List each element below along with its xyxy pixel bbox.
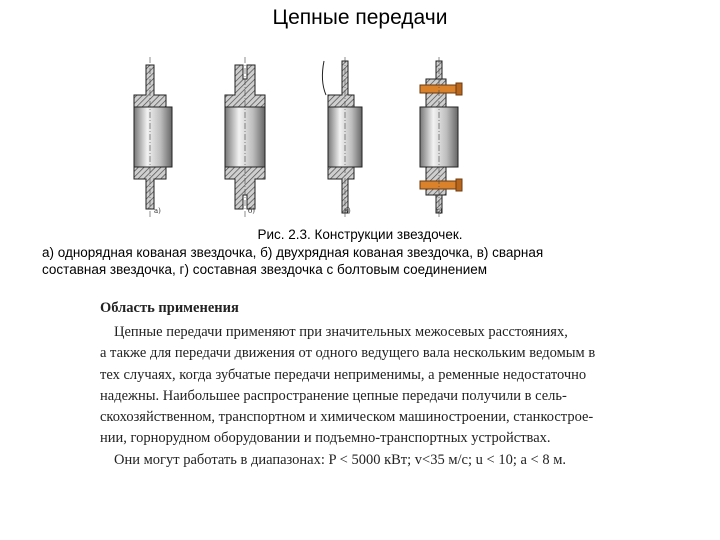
caption-line: составная звездочка, г) составная звездочка с болтовым соединением (42, 262, 488, 277)
excerpt-line: а также для передачи движения от одного ведущего вала нескольким ведомым в (100, 345, 596, 362)
sub-label-d: г) (436, 207, 443, 215)
sprocket-c (322, 57, 362, 217)
slide-title: Цепные передачи (272, 6, 448, 29)
figure-caption-detail (42, 244, 682, 278)
excerpt-line: тех случаях, когда зубчатые передачи неприменимы, а ременные недостаточно (100, 366, 587, 383)
sprocket-d (420, 57, 462, 217)
caption-line: а) однорядная кованая звездочка, б) двухрядная кованая звездочка, в) сварная (42, 245, 544, 260)
excerpt-heading: Область применения (100, 300, 239, 316)
sprocket-figure (120, 55, 480, 220)
sub-label-a: а) (154, 207, 161, 215)
excerpt-line: Они могут работать в диапазонах: P < 5000 кВт; v<35 м/с; u < 10; a < 8 м. (114, 451, 567, 468)
excerpt-line: Цепные передачи применяют при значительных межосевых расстояниях, (114, 324, 568, 340)
textbook-excerpt (100, 300, 635, 471)
sub-label-b: б) (248, 207, 255, 215)
excerpt-line: нии, горнорудном оборудовании и подъемно-транспортных устройствах. (100, 430, 551, 447)
excerpt-line: надежны. Наибольшее распространение цепные передачи получили в сель- (100, 387, 567, 404)
sprocket-a (134, 57, 172, 217)
figure-caption-title: Рис. 2.3. Конструкции звездочек. (257, 227, 463, 242)
excerpt-line: скохозяйственном, транспортном и химическом машиностроении, станкострое- (100, 409, 594, 426)
sprocket-b (225, 57, 265, 217)
sprocket-drawings (120, 55, 480, 220)
sub-label-c: в) (344, 207, 351, 215)
